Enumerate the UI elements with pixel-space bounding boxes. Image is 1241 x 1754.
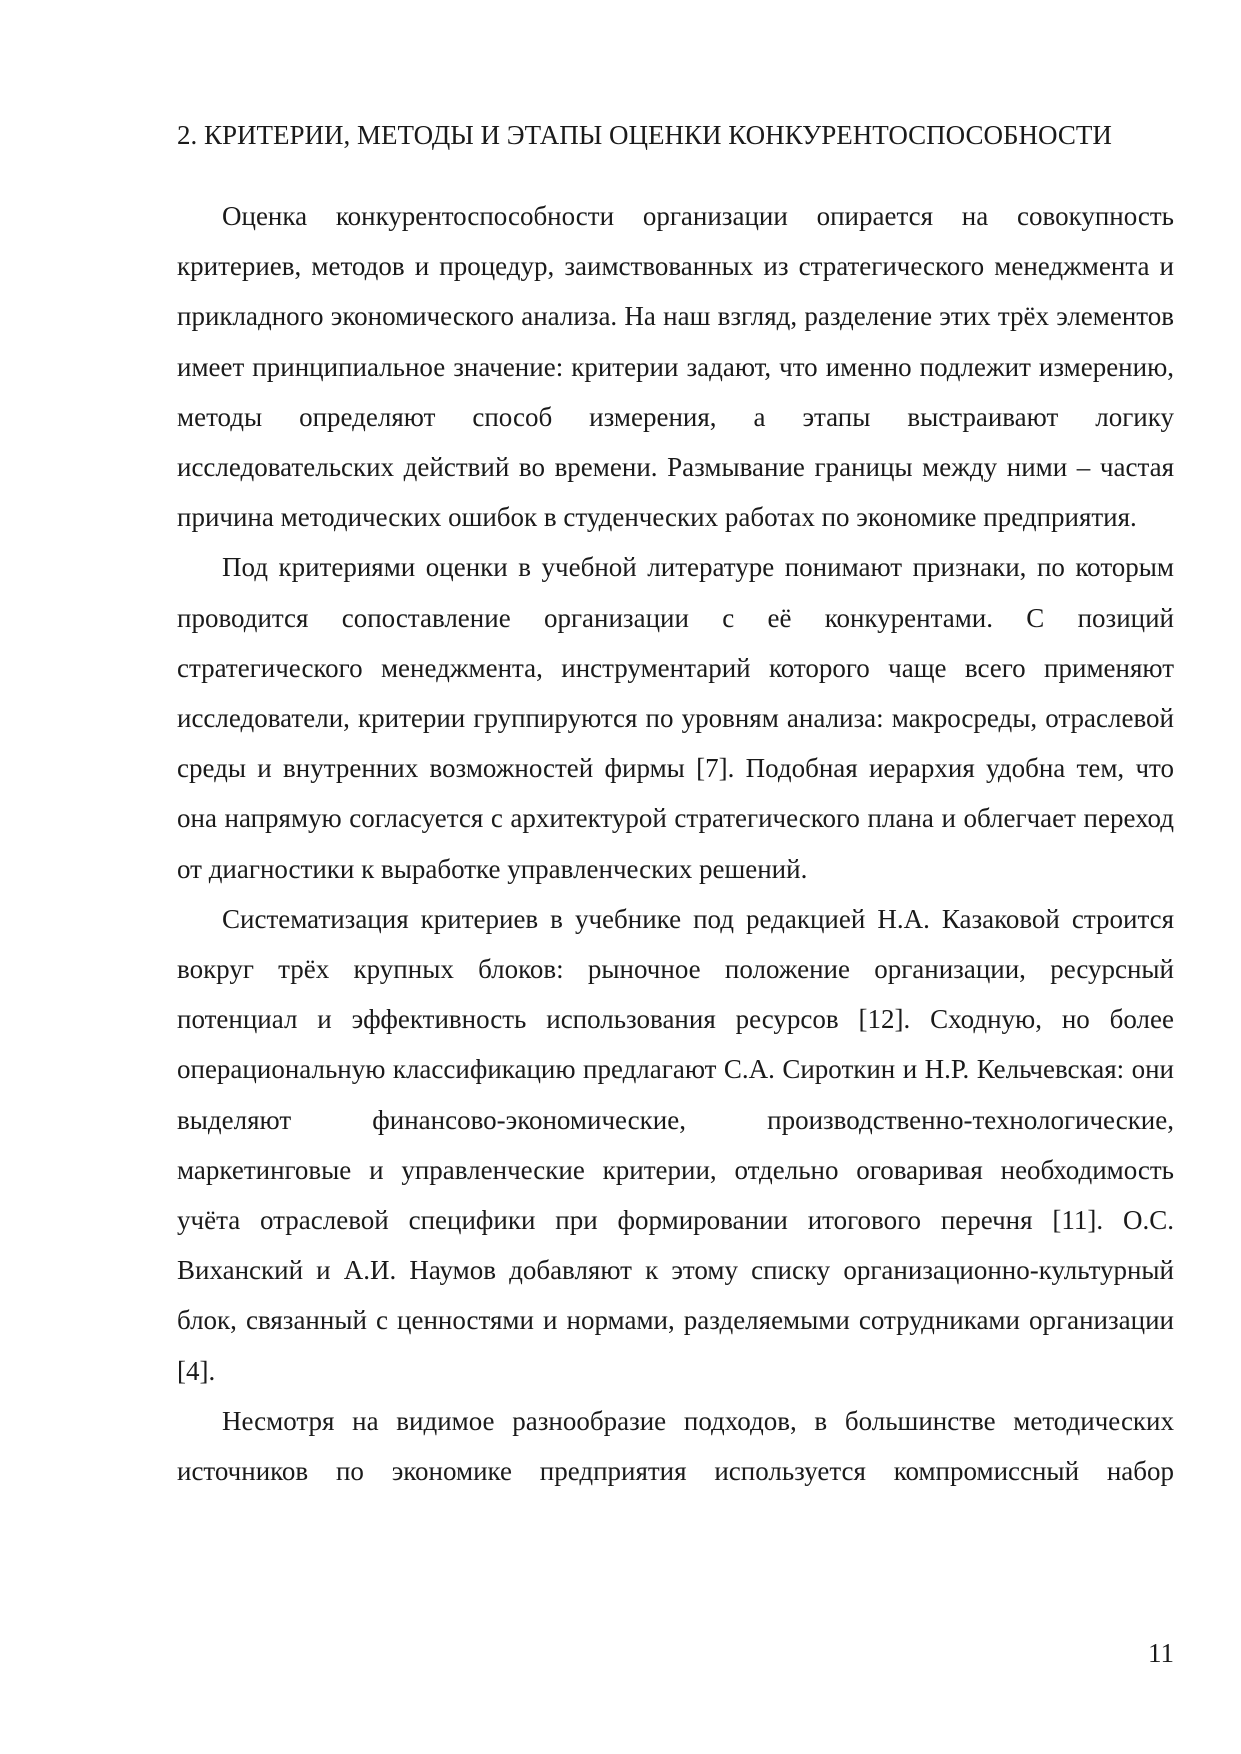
page-number: 11: [1148, 1638, 1174, 1668]
paragraph-3: Систематизация критериев в учебнике под редакцией Н.А. Казаковой строится вокруг трёх крупных блоков: рыночное положение организации, ресурсный потенциал и эффективность использования ресурсов [12]. Сходную, но более операциональную классификацию предлагают С.А. Сироткин и Н.Р. Кельчевская: они выделяют финансово-экономические, производственно-технологические, маркетинговые и управленческие критерии, отдельно оговаривая необходимость учёта отраслевой специфики при формировании итогового перечня [11]. О.С. Виханский и А.И. Наумов добавляют к этому списку организационно-культурный блок, связанный с ценностями и нормами, разделяемыми сотрудниками организации [4].: [177, 903, 1174, 1386]
paragraph-4: Несмотря на видимое разнообразие подходов, в большинстве методических источников по экономике предприятия используется компромиссный набор: [177, 1405, 1174, 1487]
section-heading: 2. КРИТЕРИИ, МЕТОДЫ И ЭТАПЫ ОЦЕНКИ КОНКУРЕНТОСПОСОБНОСТИ: [177, 120, 1112, 150]
paragraph-1: Оценка конкурентоспособности организации опирается на совокупность критериев, методов и процедур, заимствованных из стратегического менеджмента и прикладного экономического анализа. На наш взгляд, разделение этих трёх элементов имеет принципиальное значение: критерии задают, что именно подлежит измерению, методы определяют способ измерения, а этапы выстраивают логику исследовательских действий во времени. Размывание границы между ними – частая причина методических ошибок в студенческих работах по экономике предприятия.: [177, 201, 1174, 533]
document-body: [177, 191, 1174, 1496]
paragraph-2: Под критериями оценки в учебной литературе понимают признаки, по которым проводится сопоставление организации с её конкурентами. С позиций стратегического менеджмента, инструментарий которого чаще всего применяют исследователи, критерии группируются по уровням анализа: макросреды, отраслевой среды и внутренних возможностей фирмы [7]. Подобная иерархия удобна тем, что она напрямую согласуется с архитектурой стратегического плана и облегчает переход от диагностики к выработке управленческих решений.: [177, 552, 1174, 884]
